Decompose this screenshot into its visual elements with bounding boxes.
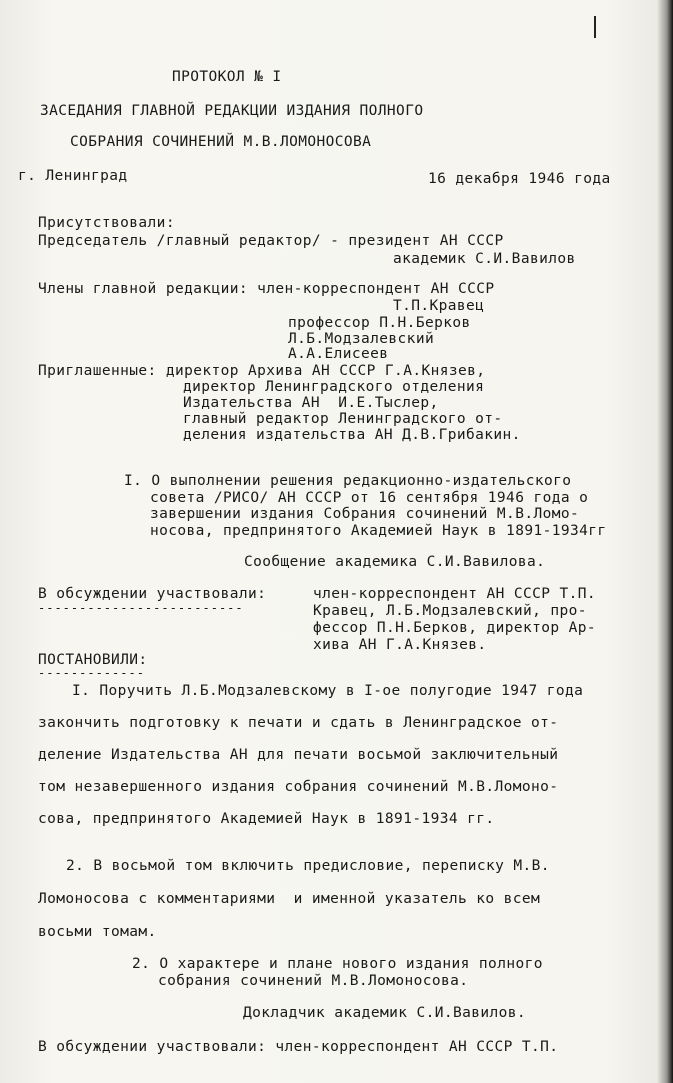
members-line4: Л.Б.Модзалевский	[288, 331, 435, 347]
invited-line4: главный редактор Ленинградского от-	[183, 411, 503, 427]
resolved-underline: -------------	[38, 666, 145, 680]
item1-line2: совета /РИСО/ АН СССР от 16 сентября 1946 года о	[150, 490, 589, 506]
invited-line3: Издательства АН И.Е.Тыслер,	[183, 395, 439, 411]
res1-line4: том незавершенного издания собрания сочинений М.В.Ломоно-	[38, 779, 559, 795]
discussion1-line4: хива АН Г.А.Князев.	[313, 637, 487, 653]
discussion1-label: В обсуждении участвовали:	[38, 586, 267, 602]
date: 16 декабря 1946 года	[428, 171, 611, 187]
item1-line4: носова, предпринятого Академией Наук в 1891-1934гг	[150, 523, 607, 539]
document-subtitle-line2: СОБРАНИЯ СОЧИНЕНИЙ М.В.ЛОМОНОСОВА	[70, 134, 372, 150]
present-header: Присутствовали:	[38, 215, 175, 231]
res1-line2: закончить подготовку к печати и сдать в Ленинградское от-	[38, 715, 559, 731]
place: г. Ленинград	[18, 168, 128, 184]
res1-line5: сова, предпринятого Академией Наук в 1891-1934 гг.	[38, 811, 495, 827]
invited-line2: директор Ленинградского отделения	[183, 379, 485, 395]
res2-line3: восьми томам.	[38, 924, 157, 940]
page-edge-shadow	[657, 0, 673, 1083]
item2-line1: 2. О характере и плане нового издания полного	[132, 956, 543, 972]
discussion1-underline: -------------------------	[38, 601, 244, 615]
margin-mark	[594, 16, 596, 38]
res2-line1: 2. В восьмой том включить предисловие, переписку М.В.	[66, 858, 550, 874]
res2-line2: Ломоносова с комментариями и именной указатель ко всем	[38, 891, 541, 907]
report1: Сообщение академика С.И.Вавилова.	[244, 554, 546, 570]
item1-line3: завершении издания Собрания сочинений М.В.Ломо-	[150, 506, 580, 522]
chairman-line1: Председатель /главный редактор/ - президент АН СССР	[38, 233, 504, 249]
members-line3: профессор П.Н.Берков	[288, 315, 471, 331]
resolved-heading: ПОСТАНОВИЛИ:	[38, 652, 148, 668]
chairman-line2: академик С.И.Вавилов	[393, 251, 576, 267]
members-line5: А.А.Елисеев	[288, 346, 389, 362]
res1-line1: I. Поручить Л.Б.Модзалевскому в I-ое полугодие 1947 года	[72, 683, 584, 699]
discussion1-line1: член-корреспондент АН СССР Т.П.	[313, 586, 597, 602]
invited-line5: деления издательства АН Д.В.Грибакин.	[183, 427, 521, 443]
discussion1-line2: Кравец, Л.Б.Модзалевский, про-	[313, 603, 587, 619]
invited-line1: Приглашенные: директор Архива АН СССР Г.А.Князев,	[38, 363, 486, 379]
item2-line2: собрания сочинений М.В.Ломоносова.	[158, 973, 469, 989]
document-title: ПРОТОКОЛ № I	[172, 69, 282, 85]
report2: Докладчик академик С.И.Вавилов.	[243, 1005, 527, 1021]
document-subtitle-line1: ЗАСЕДАНИЯ ГЛАВНОЙ РЕДАКЦИИ ИЗДАНИЯ ПОЛНОГО	[40, 103, 424, 119]
item1-line1: I. О выполнении решения редакционно-издательского	[124, 473, 572, 489]
members-line2: Т.П.Кравец	[393, 298, 485, 314]
discussion1-line3: фессор П.Н.Берков, директор Ар-	[313, 620, 597, 636]
res1-line3: деление Издательства АН для печати восьмой заключительный	[38, 747, 559, 763]
discussion2-line1: В обсуждении участвовали: член-корреспондент АН СССР Т.П.	[38, 1039, 559, 1055]
members-line1: Члены главной редакции: член-корреспондент АН СССР	[38, 281, 495, 297]
